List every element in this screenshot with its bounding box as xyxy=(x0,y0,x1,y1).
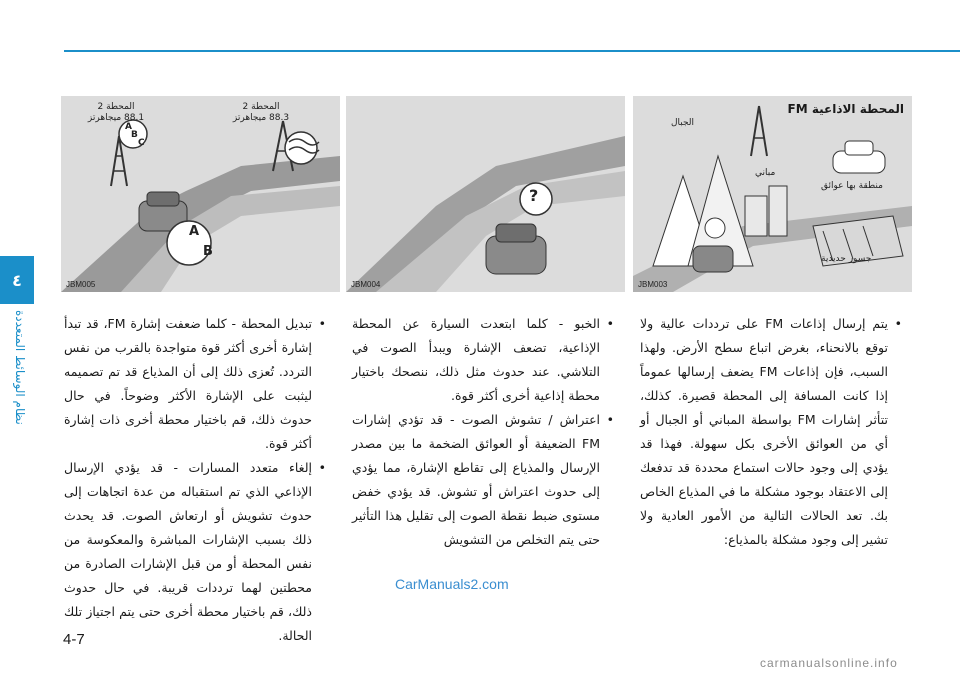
question-bubble-icon xyxy=(705,218,725,238)
small-car-icon xyxy=(693,246,733,272)
bridge-label: جسور حديدية xyxy=(821,254,872,264)
figure-multipath xyxy=(61,96,340,292)
footer-watermark[interactable]: carmanualsonline.info xyxy=(760,656,898,670)
area-label: منطقة بها عوائق xyxy=(821,181,883,191)
bullet-station-swapping: • تبديل المحطة - كلما ضعفت إشارة FM، قد تبدأ إشارة أخرى أكثر قوة متواجدة بالقرب من نفس التردد. تُعزى ذلك إلى أن المذياع قد تم تصميمه ليثبت على الإشارة الأكثر وضوحاً. في حال حدوث ذلك، قم باختيار محطة أخرى ذات إشارة أكثر قوة. xyxy=(64,312,312,456)
ab-letter-b: B xyxy=(203,244,213,259)
ab-letter-a: A xyxy=(189,224,200,239)
tower-icon xyxy=(751,106,767,156)
figure-fading xyxy=(346,96,625,292)
tower-letter-b: B xyxy=(131,130,138,140)
figure-code: JBM004 xyxy=(351,280,381,289)
chapter-tab[interactable]: ٤ xyxy=(0,256,34,304)
station-left-label: المحطة 2 88.1 ميجاهرتز xyxy=(87,102,145,123)
text-column-right xyxy=(640,312,902,552)
fading-illustration xyxy=(346,96,625,292)
car-icon xyxy=(833,141,885,173)
bullet-static: • اعتراش / تشوش الصوت - قد تؤدي إشارات FM الضعيفة أو العوائق الضخمة ما بين مصدر الإرسال والمذياع إلى تقاطع الإشارة، مما يؤدي إلى حدوث اعتراش أو تشوش. قد يؤدي خفض مستوى ضبط نقطة الصوت إلى تقليل هذا التأثير حتى يتم التخلص من التشويش xyxy=(352,408,600,552)
mountains-label: الجبال xyxy=(671,118,695,128)
text-column-middle xyxy=(352,312,614,552)
paragraph-fm-intro: • يتم إرسال إذاعات FM على ترددات عالية ولا توقع بالانحناء، بغرض اتباع سطح الأرض. ولهذا السبب، فإن إذاعات FM يضعف إرسالها عموماً إذا كانت المسافة إلى المحطة قصيرة. كذلك، تتأثر إشارات FM بواسطة المباني أو الجبال أو أي من العوائق الأخرى بكل سهولة. فهذا قد يؤدي إلى وجود حالات استماع محددة قد تدفعك إلى الاعتقاد بوجود مشكلة ما في المذياع الخاص بك. تعد الحالات التالية من الأمور العادية ولا تشير إلى وجود مشكلة بالمذياع: xyxy=(640,312,888,552)
header-rule xyxy=(64,50,960,52)
buildings-label: مباني xyxy=(755,168,776,178)
figure-title: المحطة الاذاعية FM xyxy=(787,102,904,116)
tower-letter-a: A xyxy=(125,122,132,132)
figure-code: JBM005 xyxy=(66,280,96,289)
figure-code: JBM003 xyxy=(638,280,668,289)
chapter-title: نظام الوسائط المتعددة xyxy=(13,310,27,425)
page-number: 4-7 xyxy=(63,631,85,648)
question-mark: ? xyxy=(529,186,539,205)
buildings-icon xyxy=(745,186,787,236)
text-column-left xyxy=(64,312,326,648)
bullet-multipath: • إلغاء متعدد المسارات - قد يؤدي الإرسال الإذاعي الذي تم استقباله من عدة اتجاهات إلى حدوث تشويش أو ارتعاش الصوت. قد يحدث ذلك بسبب الإشارات المباشرة والمعكوسة من نفس المحطة أو من قبل الإشارات الصادرة من محطتين لهما ترددات قريبة. في حال حدوث ذلك، قم باختيار محطة أخرى حتى يتم اجتياز تلك الحالة. xyxy=(64,456,312,648)
tower-letter-c: C xyxy=(138,138,145,148)
bullet-fading: • الخبو - كلما ابتعدت السيارة عن المحطة الإذاعية، تضعف الإشارة ويبدأ الصوت في التلاشي. عند حدوث مثل ذلك، ننصحك باختيار محطة إذاعية أخرى أكثر قوة. xyxy=(352,312,600,408)
car-icon xyxy=(486,224,546,274)
chapter-sidebar xyxy=(0,0,34,677)
figure-fm-station xyxy=(633,96,912,292)
station-right-label: المحطة 2 88.3 ميجاهرتز xyxy=(232,102,290,123)
multipath-illustration xyxy=(61,96,340,292)
watermark[interactable]: CarManuals2.com xyxy=(395,576,509,592)
